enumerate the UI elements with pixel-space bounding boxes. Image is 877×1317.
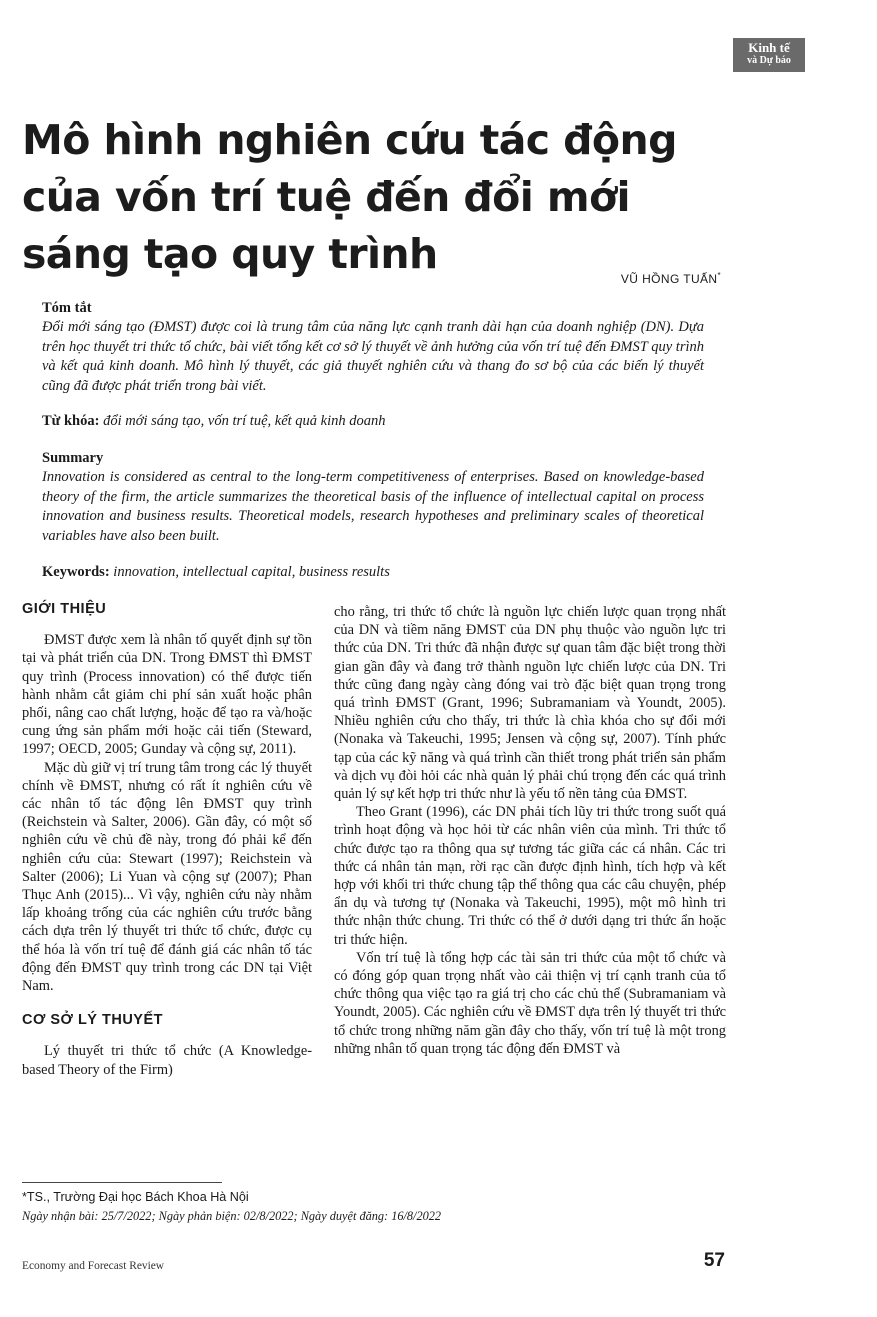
keywords-en-label: Keywords:	[42, 564, 110, 580]
footnote-divider	[22, 1182, 222, 1183]
abstract-en-text: Innovation is considered as central to the long-term competitiveness of enterprises. Based on knowledge-based theory of the firm, the article summarizes the theoretical basis of the influence of intellectual capital on process innovation and business results. Theoretical models, research hypotheses and preliminary scales of theoretical variables have also been built.	[42, 469, 704, 544]
footnote-affiliation: *TS., Trường Đại học Bách Khoa Hà Nội	[22, 1190, 249, 1204]
abstract-en-heading: Summary	[42, 450, 104, 466]
abstract-en	[42, 449, 704, 546]
logo-line-2: và Dự báo	[747, 55, 791, 66]
keywords-vi-label: Từ khóa:	[42, 413, 100, 429]
left-paragraph-3: Lý thuyết tri thức tổ chức (A Knowledge-based Theory of the Firm)	[22, 1043, 312, 1078]
section-heading-intro: GIỚI THIỆU	[22, 601, 107, 617]
left-paragraph-1: ĐMST được xem là nhân tố quyết định sự tồn tại và phát triển của DN. Trong ĐMST thì ĐMST quy trình (Process innovation) có thể được tiến hành nhằm cắt giảm chi phí sản xuất hoặc phân phối, nâng cao chất lượng, hoặc để tạo ra và/hoặc cung ứng sản phẩm mới hoặc cải tiến (Steward, 1997; OECD, 2005; Gunday và cộng sự, 2011).	[22, 632, 312, 758]
keywords-en	[42, 563, 704, 582]
logo-line-1: Kinh tế	[748, 40, 790, 55]
right-paragraph-1: cho rằng, tri thức tổ chức là nguồn lực chiến lược quan trọng nhất của DN và tiềm năng ĐMST của DN phụ thuộc vào nguồn lực tri thức của DN. Tri thức đã nhận được sự quan tâm đặc biệt trong thời gian gần đây và đang trở thành nguồn lực chiến lược của DN. Tri thức cũng đang ngày càng đóng vai trò đặc biệt quan trọng trong quá trình ĐMST (Grant, 1996; Subramaniam và Youndt, 2005). Nhiều nghiên cứu cho thấy, tri thức là chìa khóa cho sự đổi mới (Nonaka và Takeuchi, 1995; Jensen và cộng sự, 2007). Tính phức tạp của các kỹ năng và quá trình cần thiết trong phát triển sản phẩm và dịch vụ đòi hỏi các nhà quản lý phải chú trọng đến các quá trình quản lý sự kết hợp tri thức như là yếu tố nền tảng của ĐMST.	[334, 604, 726, 803]
right-column	[334, 603, 726, 1058]
right-paragraph-2: Theo Grant (1996), các DN phải tích lũy tri thức trong suốt quá trình hoạt động và học hỏi từ các nhân viên của mình. Tri thức tổ chức được tạo ra thông qua sự tương tác giữa các cá nhân. Các tri thức cá nhân tản mạn, rời rạc cần được định hình, tích hợp và kết hợp với khối tri thức chung tập thể thông qua các câu chuyện, phép ẩn dụ và tương tự (Nonaka và Takeuchi, 1995), một mô hình tri thức nhận thức chung. Tri thức có thể ở dưới dạng tri thức ẩn hoặc tri thức hiện.	[334, 804, 726, 948]
footnote-dates: Ngày nhận bài: 25/7/2022; Ngày phản biện: 02/8/2022; Ngày duyệt đăng: 16/8/2022	[22, 1209, 442, 1223]
keywords-vi-text: đổi mới sáng tạo, vốn trí tuệ, kết quả kinh doanh	[103, 413, 386, 429]
section-heading-theory: CƠ SỞ LÝ THUYẾT	[22, 1012, 163, 1029]
abstract-vi	[42, 299, 704, 396]
right-paragraph-3: Vốn trí tuệ là tổng hợp các tài sản tri thức của một tổ chức và có đóng góp quan trọng nhất vào cải thiện vị trí cạnh tranh của tổ chức thông qua việc tạo ra giá trị cho các chủ thể (Subramaniam và Youndt, 2005). Các nghiên cứu về ĐMST dựa trên lý thuyết tri thức tổ chức trong những năm gần đây cho thấy, vốn trí tuệ là một trong những nhân tố quan trọng tác động đến ĐMST và	[334, 949, 726, 1057]
abstract-vi-text: Đổi mới sáng tạo (ĐMST) được coi là trung tâm của năng lực cạnh tranh dài hạn của doanh nghiệp (DN). Dựa trên học thuyết tri thức tổ chức, bài viết tổng kết cơ sở lý thuyết về ảnh hưởng của vốn trí tuệ đến ĐMST quy trình và kết quả kinh doanh. Mô hình lý thuyết, các giả thuyết nghiên cứu và thang đo sơ bộ của các biến lý thuyết cũng đã được phát triển trong bài viết.	[42, 319, 704, 394]
left-column	[22, 600, 312, 1079]
left-paragraph-2: Mặc dù giữ vị trí trung tâm trong các lý thuyết chính về ĐMST, nhưng có rất ít nghiên cứu về các nhân tố tác động lên ĐMST quy trình (Reichstein và Salter, 2006). Gần đây, có một số nghiên cứu về chủ đề này, trong đó phải kể đến nghiên cứu của: Stewart (1997); Reichstein và Salter (2006); Li Yuan và cộng sự (2007); Phan Thục Anh (2015)... Vì vậy, nghiên cứu này nhằm lấp khoảng trống của các nghiên cứu trước bằng cách dựa trên lý thuyết tri thức tổ chức, được cụ thể hóa là vốn trí tuệ để đánh giá các nhân tố tác động đến ĐMST quy trình trong các DN tại Việt Nam.	[22, 759, 312, 995]
keywords-en-text: innovation, intellectual capital, business results	[113, 564, 390, 580]
footnote	[22, 1188, 441, 1226]
page-number: 57	[703, 1250, 725, 1271]
abstract-vi-heading: Tóm tắt	[42, 300, 92, 316]
keywords-vi	[42, 412, 704, 431]
journal-name: Economy and Forecast Review	[22, 1260, 165, 1272]
article-title: Mô hình nghiên cứu tác động của vốn trí tuệ đến đổi mới sáng tạo quy trình	[22, 116, 677, 278]
author-name	[621, 271, 721, 286]
author-footnote-mark: *	[717, 271, 721, 280]
journal-logo	[733, 38, 805, 72]
author-name-text: VŨ HỒNG TUẤN	[620, 272, 718, 286]
